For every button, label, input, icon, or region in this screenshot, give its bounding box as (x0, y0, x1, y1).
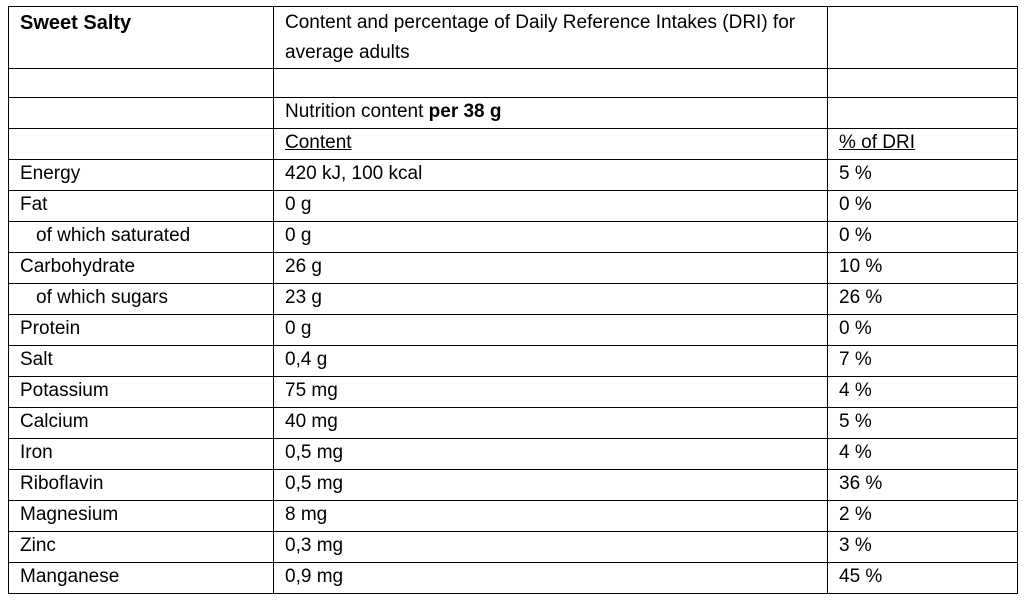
table-row (9, 346, 1018, 377)
table-row (9, 439, 1018, 470)
nutrition-table-container (8, 6, 1018, 594)
portion-size: per 38 g (428, 101, 502, 122)
nutrient-dri: 2 % (828, 501, 1018, 532)
table-row (9, 377, 1018, 408)
nutrient-content: 0,3 mg (274, 532, 828, 563)
nutrient-name: of which sugars (9, 284, 274, 315)
col-dri-header: % of DRI (828, 129, 1018, 160)
table-row (9, 501, 1018, 532)
header-description: Content and percentage of Daily Reference Intakes (DRI) for average adults (274, 7, 828, 69)
nutrient-content: 0,5 mg (274, 470, 828, 501)
nutrient-dri: 45 % (828, 563, 1018, 594)
nutrient-name: Energy (9, 160, 274, 191)
table-row (9, 222, 1018, 253)
nutrient-dri: 5 % (828, 160, 1018, 191)
nutrient-name: Protein (9, 315, 274, 346)
spacer-row (9, 69, 1018, 98)
nutrient-content: 75 mg (274, 377, 828, 408)
table-row (9, 563, 1018, 594)
nutrient-dri: 7 % (828, 346, 1018, 377)
nutrient-name: Fat (9, 191, 274, 222)
nutrient-dri: 5 % (828, 408, 1018, 439)
table-row (9, 408, 1018, 439)
nutrient-name: Manganese (9, 563, 274, 594)
nutrient-dri: 36 % (828, 470, 1018, 501)
nutrient-content: 0 g (274, 191, 828, 222)
nutrient-name: Zinc (9, 532, 274, 563)
nutrient-dri: 0 % (828, 222, 1018, 253)
nutrient-dri: 3 % (828, 532, 1018, 563)
nutrient-name: Potassium (9, 377, 274, 408)
nutrient-content: 40 mg (274, 408, 828, 439)
nutrient-dri: 0 % (828, 315, 1018, 346)
table-header-row (9, 7, 1018, 69)
nutrient-content: 0 g (274, 222, 828, 253)
nutrient-content: 0,4 g (274, 346, 828, 377)
table-row (9, 315, 1018, 346)
product-name-cell (9, 7, 274, 69)
nutrient-name: Carbohydrate (9, 253, 274, 284)
nutrient-content: 23 g (274, 284, 828, 315)
col-content-header: Content (274, 129, 828, 160)
nutrient-content: 0,5 mg (274, 439, 828, 470)
nutrient-content: 8 mg (274, 501, 828, 532)
nutrient-content: 0,9 mg (274, 563, 828, 594)
nutrient-name: Salt (9, 346, 274, 377)
table-row (9, 253, 1018, 284)
product-name: Sweet Salty (20, 12, 132, 34)
nutrient-name: Magnesium (9, 501, 274, 532)
nutrient-name: of which saturated (9, 222, 274, 253)
nutrient-dri: 26 % (828, 284, 1018, 315)
nutrient-content: 420 kJ, 100 kcal (274, 160, 828, 191)
nutrient-content: 26 g (274, 253, 828, 284)
table-row (9, 284, 1018, 315)
nutrient-dri: 4 % (828, 439, 1018, 470)
portion-label: Nutrition content per 38 g (274, 98, 828, 129)
nutrient-name: Calcium (9, 408, 274, 439)
nutrient-name: Riboflavin (9, 470, 274, 501)
nutrient-name: Iron (9, 439, 274, 470)
nutrition-table (8, 6, 1018, 594)
nutrient-dri: 10 % (828, 253, 1018, 284)
table-row (9, 470, 1018, 501)
nutrient-dri: 4 % (828, 377, 1018, 408)
table-row (9, 532, 1018, 563)
portion-row (9, 98, 1018, 129)
column-header-row (9, 129, 1018, 160)
nutrient-dri: 0 % (828, 191, 1018, 222)
nutrient-content: 0 g (274, 315, 828, 346)
table-row (9, 191, 1018, 222)
empty-cell (828, 7, 1018, 69)
table-row (9, 160, 1018, 191)
